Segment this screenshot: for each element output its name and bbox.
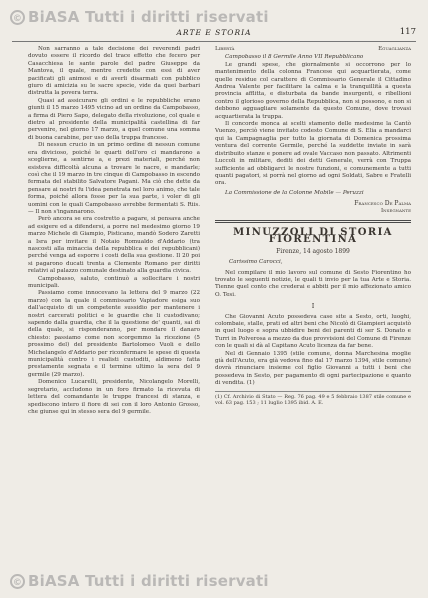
copyright-icon: © — [10, 574, 25, 589]
letter-closing: La Commissione de la Colonne Mobile — Peruzzi — [225, 189, 364, 196]
letter-place-date: Campobasso il 8 Germile Anno VII Repubblicano — [225, 54, 364, 61]
section-rule-bottom — [215, 222, 411, 223]
left-paragraph: Quasi ad assicurare gli ordini e le repubbliche erano giunti il 15 marzo 1495 vicino ad un ordine da Campobasso, a firma di Piero Sapo, delegato della rivoluzione, col quale e dietro al presidente della municipalità castellina di far pervenire, nel giorno 17 marzo, a quel comune una somma di buona carabine, per uso della truppa francese. — [28, 97, 200, 141]
left-paragraph: Però ancora se era costretto a pagare, si pensava anche ad esigere ed a difendersi, a porre nel medesimo giorno 19 marzo Michele di Giampio, Pisticano, mandò Sodero Zaretti a Isra per invitare il Notaio Romualdo d'Addario (tra nascosti alla minaccia della repubblica e dei repubblicani) perché venga ad esporre i costi della sua gestione. Il 20 poi si pagarono ducati trenta a Clemente Romano per diritti relativi al palazzo comunale destinato alla guardia civica. — [28, 216, 200, 275]
signature — [215, 200, 411, 215]
letter-header-left: Libertà — [215, 46, 235, 52]
running-head-title: ARTE E STORIA — [176, 28, 252, 37]
section-title: MINUZZOLI DI STORIA FIORENTINA — [233, 226, 393, 246]
intro-paragraph: Nel compilare il mio lavoro sul comune di Sesto Fiorentino ho trovato le seguenti notizie, le quali ti invio per la tua Arte e Storia. Tienne quel conto che crederai e abbiti per il mio affezionato amico O. Tesi. — [215, 269, 411, 298]
left-paragraph: Passiamo come innocevano la lettera del 9 marzo (22 marzo) con la quale il commissario Vapiadore esiga suo dall'acquisto di un competente sussidio per mantenere i nostri carcerati politici e le guardie che li custodivano; sapendo dalla guardia, che il la questione de' quanti, sai di della quale, si risponderanno, per mondare il danaro chiesto: passiamo come non scorgemmo la ricezione (5 prossimo del) del presidente Bartolomeo Vuoli e dello Michelangelo d'Addario per riconfermare le spese di questa municipalità contro i realisti custoditi, aldimeno fatta prestamente segnata e il termine ultimo la sera del 9 germile (29 marzo). — [28, 290, 200, 378]
signatory-role: Insegnante — [381, 207, 411, 214]
page-number: 117 — [399, 27, 416, 37]
body-paragraph: Nel di Gennaio 1395 (stile comune, donna Marchesina moglie già dell'Acuto, era già vedova fino dal 17 marzo 1394, stile comune) dovrà rinunciare insieme col figlio Giovanni a tutti i beni che possedeva in Sesto, per pagamento di ogni partecipazione e quanto di vendita. (1) — [215, 350, 411, 387]
letter-header — [215, 46, 411, 53]
footnote: (1) Cf. Archivio di Stato — Reg. 76 pag. 49 e 5 febbraio 1387 stile comune e vol. 63 pag. 153 ; 11 luglio 1395 ibid. A. E. — [215, 391, 411, 407]
left-paragraph: Campobasso, saluto, continuò a sollecitare i nostri municipali. — [28, 275, 200, 289]
letter-paragraph: Le grandi spese, che giornalmente si occorrono per lo mantenimento della colonna Francese qui acquartierata, come quelle residue col carattere di Commissario Generale il Cittadino Andrea Valente per facilitare la calma e la tranquillità a questa provincia afflitta, e disturbata da bande insurgenti, e ribellioni contro il glorioso governo della Repubblica, non si possono, e non si debbono agguagliare solamente da questo Comune, dove trovasi acquartierata la truppa. — [215, 61, 411, 120]
section-rule-top — [215, 220, 411, 221]
left-paragraph: Domenico Lucarelli, presidente, Nicolangelo Morelli, segretario, accludono in un foro firmato la ricevuta di lettera del comandante le truppe francesi di stanza, e spediscono intero il fiore di sei con il loro Antonio Grosso, che giunse qui in stesso sera del 9 germile. — [28, 379, 200, 415]
section-number: I — [311, 302, 315, 311]
body-paragraph: Che Giovanni Acuto possedeva case site a Sesto, orti, luoghi, colombaie, stalle, prati ed altri beni che Nicolò di Giampieri acquistò in quel luogo e sopra ubbidire beni dei parenti di ser S. Donato e Turri in Polverosa a mezzo da due provvisioni del Comune di Firenze con le quali si dà al Capitano Acuto licenza da far bene. — [215, 313, 412, 350]
left-column — [28, 46, 200, 416]
dedication-place: Firenze, 14 agosto 1899 — [276, 247, 350, 255]
header-rule — [12, 41, 416, 42]
watermark-bottom — [10, 572, 269, 590]
right-column — [215, 46, 411, 406]
copyright-icon: © — [10, 10, 25, 25]
letter-paragraph: Il concorde monca ai scelti stamento delle medesime la Cantò Vuenzo, perciò viene invitato codesto Comune di S. Elia a mandarci qui la Campagnaglia per tutto la giornata di Domenica prossima ventura del corrente Germile, perché la suddette inviate in sarà distribuito stanze e ponere ad ovale Vaccaso non passato. Altrimenti Luccoli in militare, dediti dei detti Generale, verrà con Truppa sufficiente ad obbligarci le nostre funzioni, e comunemente a tutti quanti pagatori, si porrà nel giorno ad ogni Soldati, Sabre e Fratelli ora. — [215, 121, 411, 187]
watermark-text: BiASA Tutti i diritti riservati — [28, 8, 269, 26]
signatory-name: Francesco De Palma — [354, 200, 411, 208]
running-head — [0, 28, 428, 42]
letter-header-right: Eguaglianza — [378, 46, 411, 52]
salutation: Carissimo Carocci, — [229, 259, 283, 266]
watermark-top — [10, 8, 269, 26]
left-paragraph: Non sarranno a tale decisione dei reverendi padri dovuto essere il ricordo del trace effetto che fecero per Casacchiesa le sante parole del padre Giuseppe da Mantova, il quale, mentre credette con essi di aver pacificati gli animosi e di averli disarmati con pubblico giuro di amicizia su le sacre specie, vide da quei barbari distrutta la povera terra. — [28, 46, 200, 97]
watermark-text: BiASA Tutti i diritti riservati — [28, 572, 269, 590]
left-paragraph: Di nessun crucio in un primo ordine di nessun comune era divicioso, poiché le quarti dell'oro ci mandarono a sceglierne, a sentirne a, e prezi materiali, perché non esisteva difficoltà alcuna a trovare le nacre, e mandarle; così che il 19 marzo in tre cinque di Campobasso in escendo fermata del stabilito Salvatore Pagani. Ma ciò che dette da pensare ai nostri fu l'idea penetrata nel loro animo, che tale forma, poiché allora fosse per la sua parte, i voler di gli uomini con le quali Campobasso avrebbe fermentati S. Riis. — Il non s'ingannarono. — [28, 142, 200, 215]
